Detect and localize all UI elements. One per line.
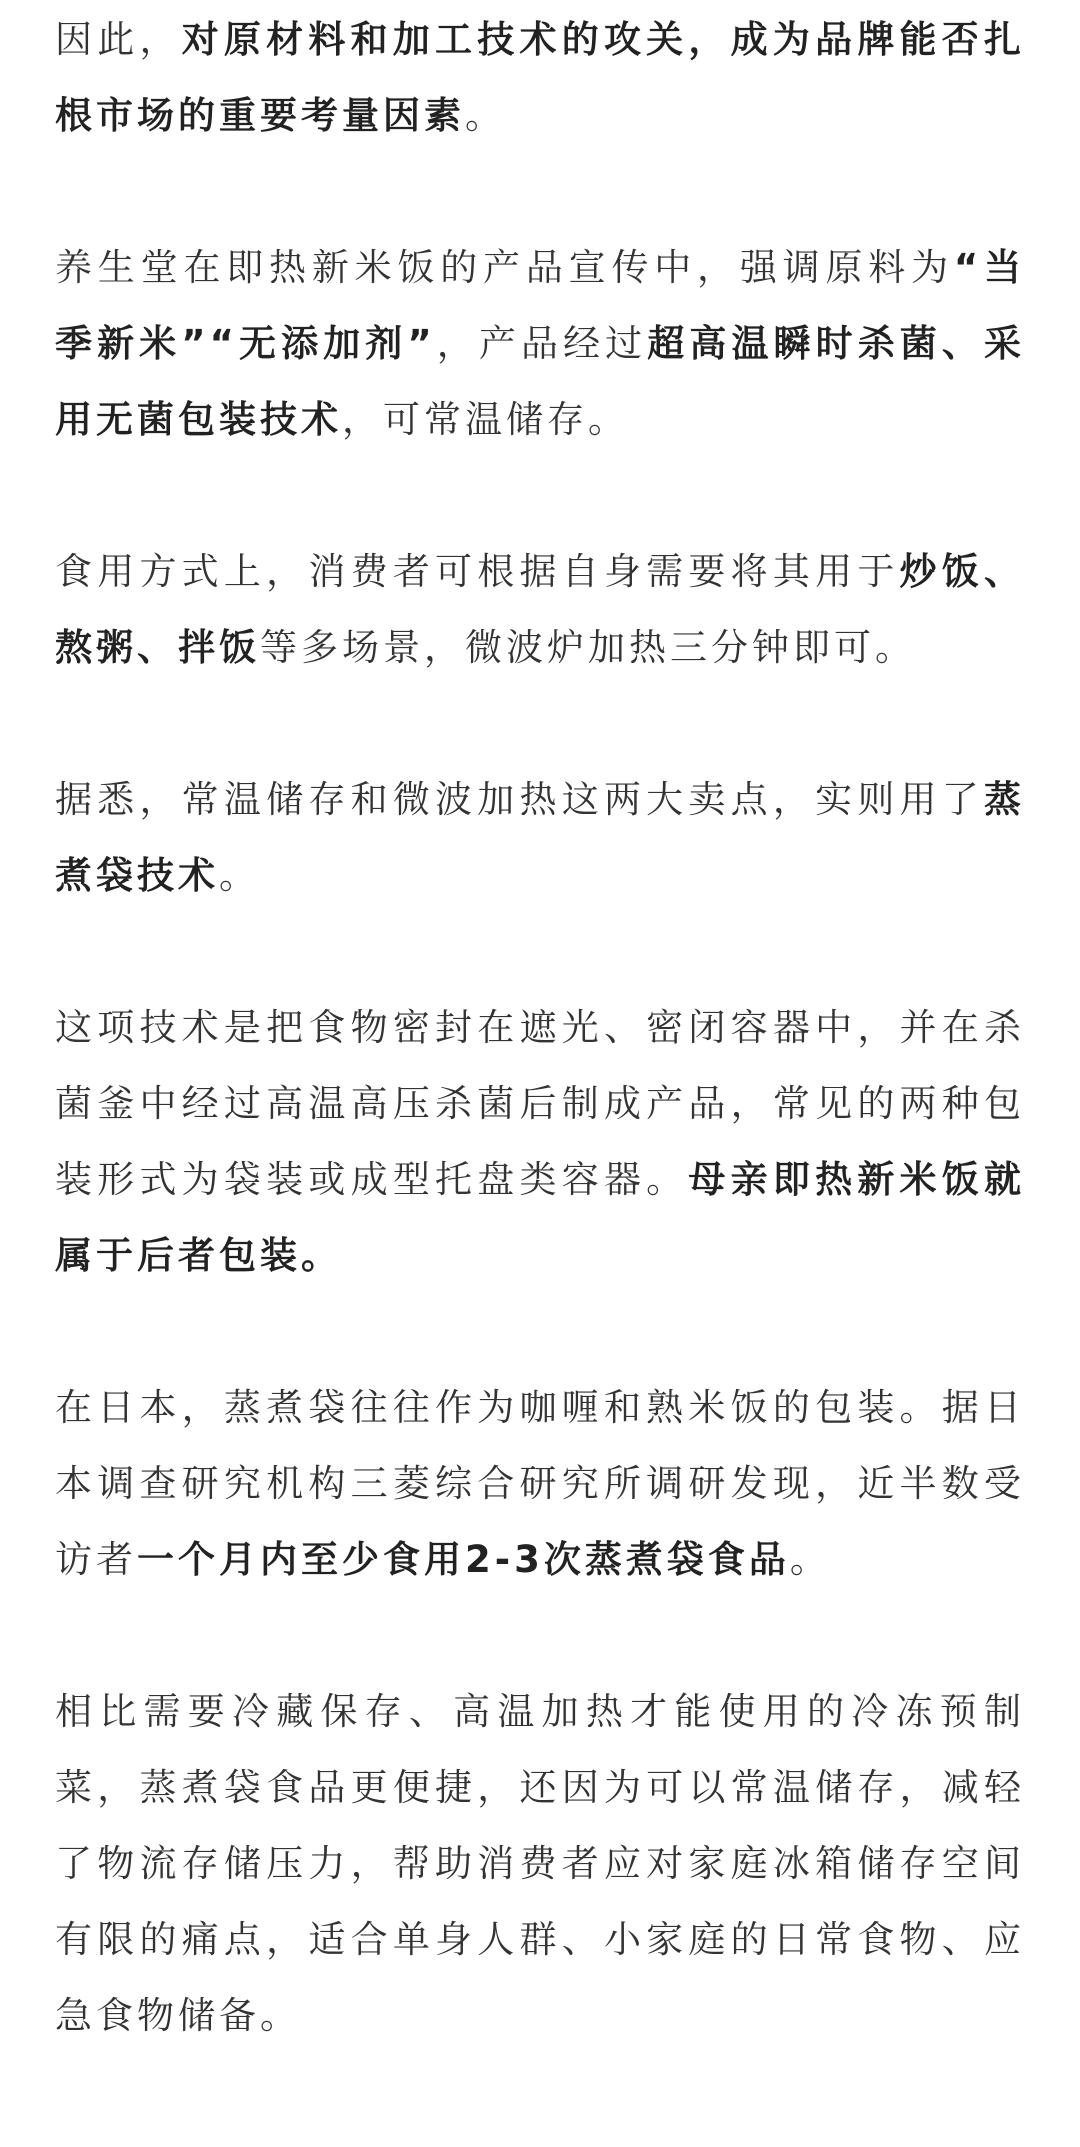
text-bold: 炒饭、熬粥、拌饭	[55, 550, 1026, 669]
text-normal: 因此，	[55, 18, 182, 61]
paragraph-technology	[55, 990, 1025, 1294]
text-normal: 相比需要冷藏保存、高温加热才能使用的冷冻预制菜，蒸煮袋食品更便捷，还因为可以常温储存，减轻了物流存储压力，帮助消费者应对家庭冰箱储存空间有限的痛点，适合单身人群、小家庭的日常食物、应急食物储备。	[55, 1690, 1025, 2037]
text-bold: 对原材料和加工技术的攻关，成为品牌能否扎根市场的重要考量因素	[55, 18, 1026, 137]
text-normal: 据悉，常温储存和微波加热这两大卖点，实则用了	[55, 778, 984, 821]
paragraph-comparison	[55, 1674, 1025, 2054]
text-normal: 。	[789, 1538, 831, 1581]
article-body	[0, 2, 1080, 2054]
text-normal: 这项技术是把食物密封在遮光、密闭容器中，并在杀菌釜中经过高温高压杀菌后制成产品，常见的两种包装形式为袋装或成型托盘类容器。	[55, 1006, 1025, 1201]
text-normal: 食用方式上，消费者可根据自身需要将其用于	[55, 550, 900, 593]
paragraph-raw-material	[55, 2, 1025, 154]
text-bold: 超高温瞬时杀菌、采用无菌包装技术	[55, 322, 1026, 441]
text-normal: 。	[465, 94, 506, 137]
text-bold: 一个月内至少食用2-3次蒸煮袋食品	[137, 1538, 790, 1581]
text-bold: 蒸煮袋技术	[55, 778, 1025, 897]
text-normal: ，产品经过	[435, 322, 648, 365]
text-normal: 养生堂在即热新米饭的产品宣传中，强调原料为	[55, 246, 954, 289]
paragraph-japan	[55, 1370, 1025, 1598]
text-bold: 母亲即热新米饭就属于后者包装。	[55, 1158, 1026, 1277]
text-normal: 等多场景，微波炉加热三分钟即可。	[260, 626, 916, 669]
text-normal: 。	[219, 854, 260, 897]
paragraph-retort-pouch	[55, 762, 1025, 914]
text-normal: ，可常温储存。	[342, 398, 629, 441]
text-normal: 在日本，蒸煮袋往往作为咖喱和熟米饭的包装。据日本调查研究机构三菱综合研究所调研发现，近半数受访者	[55, 1386, 1025, 1581]
paragraph-usage	[55, 534, 1025, 686]
paragraph-product-promo	[55, 230, 1025, 458]
text-bold: “当季新米”“无添加剂”	[55, 246, 1025, 365]
